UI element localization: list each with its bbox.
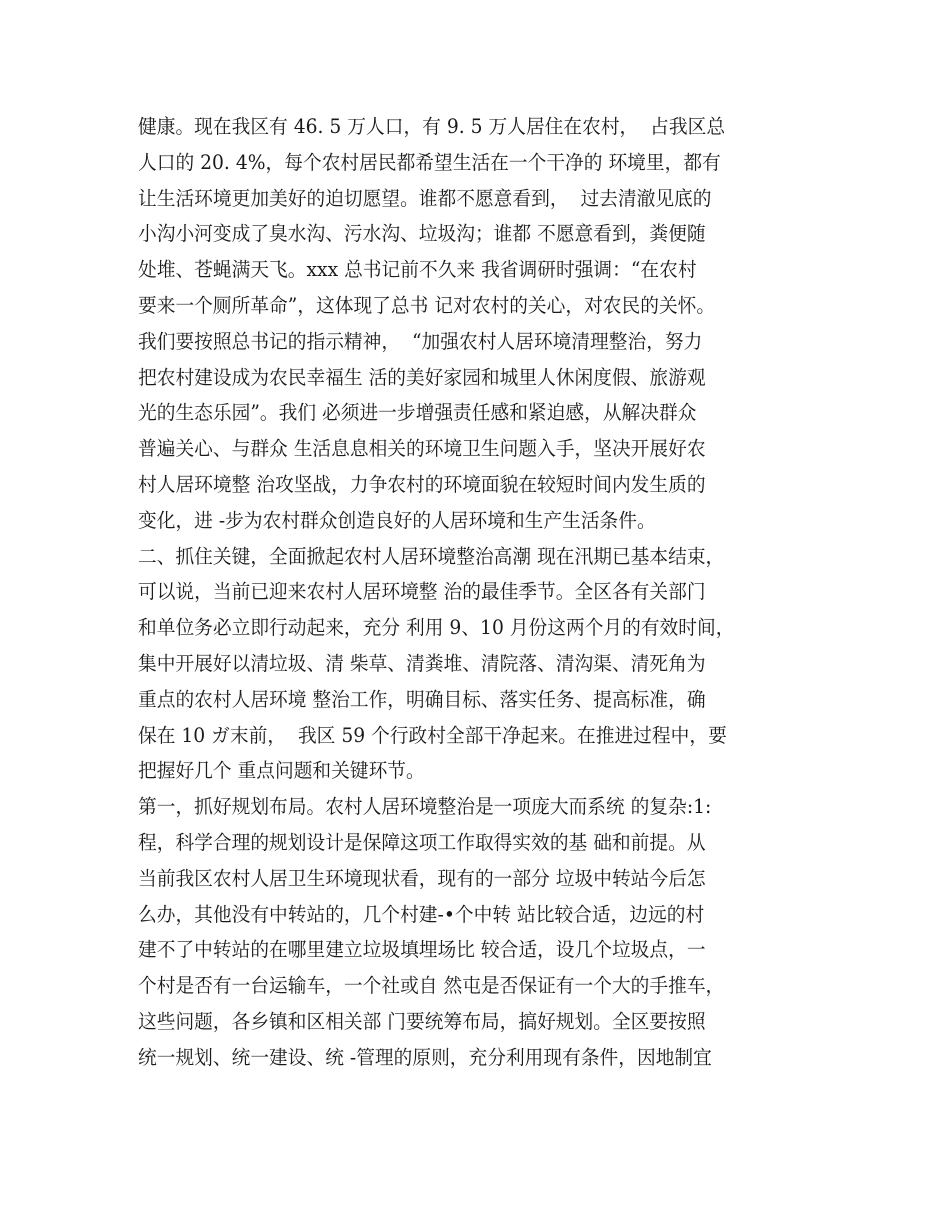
text-line: 集中开展好以清垃圾、清 柴草、清粪堆、清院落、清沟渠、清死角为 — [138, 651, 706, 675]
text-line: 可以说，当前已迎来农村人居环境整 治的最佳季节。全区各有关部门 — [138, 580, 706, 604]
text-line: 普遍关心、与群众 生活息息相关的环境卫生问题入手，坚决开展好农 — [138, 437, 706, 461]
text-line: 小沟小河变成了臭水沟、污水沟、垃圾沟；谁都 不愿意看到，粪便随 — [138, 222, 706, 246]
text-line: 这些问题，各乡镇和区相关部 门要统筹布局，搞好规划。全区要按照 — [138, 1009, 706, 1033]
text-line: 个村是否有一台运输车，一个社或自 然屯是否保证有一个大的手推车， — [138, 974, 725, 998]
text-line: 光的生态乐园”。我们 必须进一步增强责任感和紧迫感，从解决群众 — [138, 401, 697, 425]
section-heading-line: 二、抓住关键，全面掀起农村人居环境整治高潮 现在汛期已基本结束， — [138, 544, 725, 568]
text-line: 统一规划、统一建设、统 -管理的原则，充分利用现有条件，因地制宜 — [138, 1045, 712, 1069]
text-line: 我们要按照总书记的指示精神， “加强农村人居环境清理整治，努力 — [138, 329, 703, 353]
text-line: 要来一个厕所革命”，这体现了总书 记对农村的关心，对农民的关怀。 — [138, 293, 716, 317]
text-line: 让生活环境更加美好的迫切愿望。谁都不愿意看到， 过去清澈见底的 — [138, 186, 712, 210]
text-line: 村人居环境整 治攻坚战，力争农村的环境面貌在较短时间内发生质的 — [138, 472, 706, 496]
body-text — [138, 109, 838, 1076]
text-line: 人口的 20. 4%，每个农村居民都希望生活在一个干净的 环境里，都有 — [138, 150, 721, 174]
text-line: 保在 10 ガ末前， 我区 59 个行政村全部干净起来。在推进过程中，要 — [138, 723, 727, 747]
text-line: 把握好几个 重点问题和关键环节。 — [138, 759, 425, 783]
text-line: 健康。现在我区有 46. 5 万人口，有 9. 5 万人居住在农村， 占我区总 — [138, 115, 726, 138]
text-line: 和单位务必立即行动起来，充分 利用 9、10 月份这两个月的有效时间， — [138, 616, 735, 640]
text-line: 重点的农村人居环境 整治工作，明确目标、落实任务、提高标准，确 — [138, 687, 706, 711]
text-line: 程，科学合理的规划设计是保障这项工作取得实效的基 础和前提。从 — [138, 830, 706, 854]
text-line: 建不了中转站的在哪里建立垃圾填埋场比 较合适，设几个垃圾点，一 — [138, 938, 706, 962]
text-line: 处堆、苍蝇满天飞。xxx 总书记前不久来 我省调研时强调：“在农村 — [138, 258, 697, 282]
text-line: 把农村建设成为农民幸福生 活的美好家园和城里人休闲度假、旅游观 — [138, 365, 706, 389]
subsection-heading-line: 第一，抓好规划布局。农村人居环境整治是一项庞大而系统 的复杂:1: — [138, 795, 712, 819]
text-line: 么办，其他没有中转站的，几个村建-•个中转 站比较合适，边远的村 — [138, 902, 705, 926]
text-line: 变化，进 -步为农村群众创造良好的人居环境和生产生活条件。 — [138, 508, 656, 532]
text-line: 当前我区农村人居卫生环境现状看，现有的一部分 垃圾中转站今后怎 — [138, 866, 706, 890]
